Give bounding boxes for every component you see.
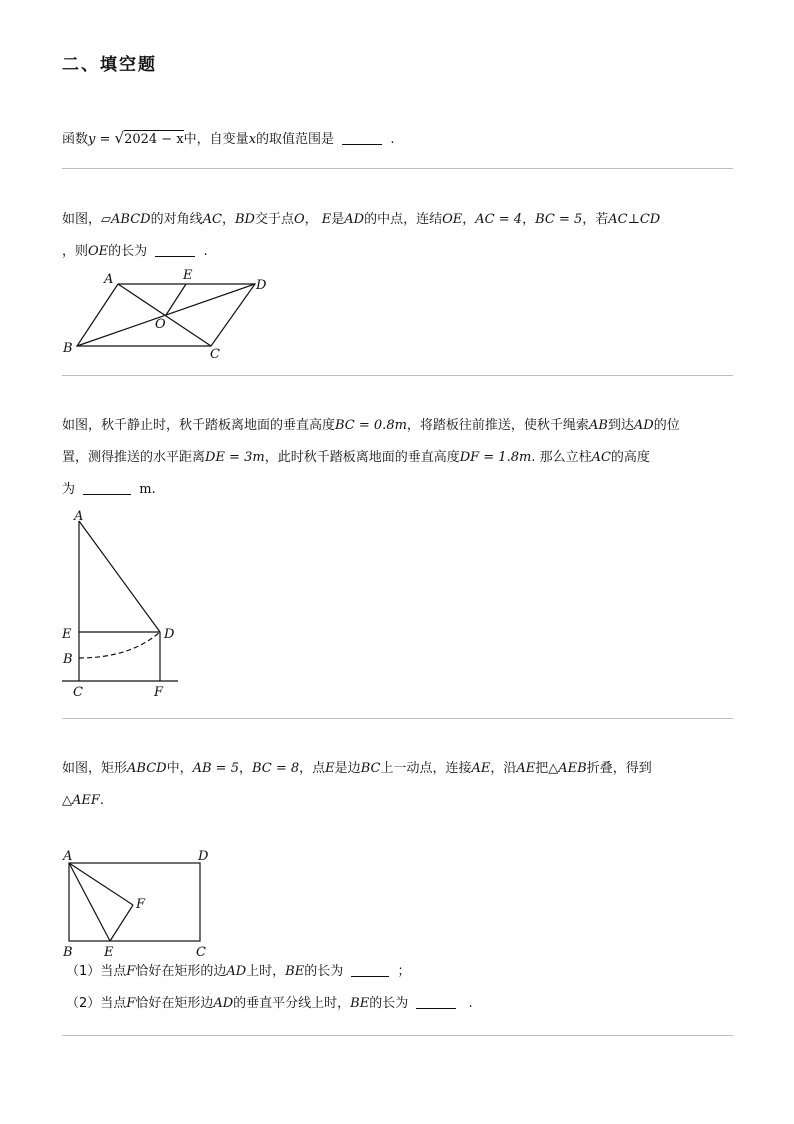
question-2 [62,204,660,268]
q1-text: 的取值范围是 [256,132,335,147]
q2-text: 如图， [62,212,102,227]
q2-math: BC = 5 [535,212,583,227]
divider [62,718,733,719]
q2-text: 交于点 [254,212,294,227]
q4-math: △AEB [548,761,587,776]
q4-sub-text: 恰好在矩形边 [135,996,214,1011]
q2-math: AC⊥CD [608,212,661,227]
q4-math: ABCD [127,761,167,776]
q3-text: 为 [62,482,76,497]
q4-math: E [325,761,335,776]
q3-math: AB [588,418,608,433]
q4-sub-text: （2）当点 [66,996,127,1011]
swing-figure [60,505,190,700]
q2-text: . [203,244,208,259]
q1-equation: y = [88,132,115,147]
sub-question-2 [66,994,473,1014]
q4-math: BC [360,761,381,776]
q3-math: BC = 0.8m [335,418,407,433]
section-title: 二、填空题 [62,55,157,75]
parallelogram-figure [60,262,280,362]
q2-math: O [293,212,305,227]
q4-text: ，沿 [490,761,517,776]
q2-math: OE [88,244,109,259]
q4-sub-math: AD [213,996,234,1011]
q3-text: ，将踏板往前推送，使秋千绳索 [406,418,589,433]
divider [62,1035,733,1036]
q4-text: 中， [166,761,193,776]
rectangle-abcd [69,863,200,941]
q4-sub-math: AD [226,964,247,979]
q2-math: E [321,212,332,227]
q1-text: . [390,132,395,147]
q4-math: AE [516,761,536,776]
q2-text: 是 [331,212,345,227]
label-c: C [196,945,206,960]
q3-text: ，此时秋千踏板离地面的垂直高度 [264,450,460,465]
q2-math: BD [234,212,255,227]
label-a: A [104,272,114,287]
q3-math: AC [591,450,611,465]
divider [62,375,733,376]
label-c: C [73,685,83,700]
q4-math: △AEF [62,793,100,808]
q2-math: AD [344,212,365,227]
divider [62,168,733,169]
q4-sub-text: 上时， [246,964,286,979]
label-e: E [183,268,193,283]
q4-sub-math: F [126,996,136,1011]
q3-text: 到达 [607,418,634,433]
q3-math: DF = 1.8m [459,450,532,465]
question-4 [62,753,652,817]
q2-parallelogram: ▱ABCD [101,212,151,227]
q2-text: ， [221,212,235,227]
q2-text: ， [522,212,536,227]
segment-fe [110,905,133,941]
label-d: D [256,278,267,293]
q2-text: 的长为 [108,244,148,259]
q4-sub-text: （1）当点 [66,964,127,979]
q3-text: 的位 [653,418,680,433]
q4-text: ， [238,761,252,776]
answer-blank[interactable] [83,480,131,495]
q4-text: 折叠，得到 [586,761,652,776]
label-b: B [63,945,73,960]
q4-text: 是边 [334,761,361,776]
q1-radicand: 2024 − x [124,132,184,147]
question-1 [62,122,394,156]
q4-sub-text: 恰好在矩形的边 [135,964,227,979]
label-a: A [74,509,84,524]
q4-sub-math: F [126,964,136,979]
q1-text: 函数 [62,132,89,147]
answer-blank[interactable] [416,994,456,1009]
q4-sub-text: 的垂直平分线上时， [233,996,351,1011]
q4-sub-text: . [468,996,473,1011]
q3-math: DE = 3m [205,450,265,465]
q2-text: ， [304,212,318,227]
label-d: D [198,849,209,864]
q4-sub-text: ； [397,964,411,979]
sqrt-sign: √ [114,129,125,147]
q2-math: AC = 4 [475,212,523,227]
q2-text: ，若 [582,212,609,227]
label-a: A [63,849,73,864]
label-c: C [210,347,220,362]
segment-ae [69,863,110,941]
q3-text: 的高度 [610,450,650,465]
q2-text: 的对角线 [150,212,203,227]
q4-text: ，点 [299,761,326,776]
q4-math: BC = 8 [251,761,300,776]
answer-blank[interactable] [342,130,382,145]
q4-math: AE [471,761,491,776]
label-b: B [63,652,73,667]
label-e: E [62,627,72,642]
rope-ad [79,521,160,632]
q4-text: 把 [535,761,549,776]
q1-text: 中，自变量 [183,132,249,147]
q3-text: 如图，秋千静止时，秋千踏板离地面的垂直高度 [62,418,336,433]
q3-unit: m. [139,482,156,497]
answer-blank[interactable] [351,962,389,977]
q3-text: 置，测得推送的水平距离 [62,450,206,465]
label-f: F [136,897,146,912]
swing-arc [79,632,160,658]
q4-text: 上一动点，连接 [380,761,472,776]
segment-oe [166,284,186,315]
label-d: D [164,627,175,642]
q2-text: ， [462,212,476,227]
segment-af [69,863,133,905]
q2-math: OE [442,212,463,227]
q4-sub-math: BE [350,996,370,1011]
answer-blank[interactable] [155,242,195,257]
q2-text: 的中点，连结 [364,212,443,227]
q3-math: AD [633,418,654,433]
q4-sub-math: BE [285,964,305,979]
sub-question-1 [66,962,411,982]
q3-text: . 那么立柱 [531,450,592,465]
question-3 [62,410,680,506]
label-b: B [63,341,73,356]
label-e: E [104,945,114,960]
label-o: O [155,317,166,332]
q4-text: . [99,793,105,808]
rectangle-figure [60,845,220,960]
q4-math: AB = 5 [192,761,239,776]
q4-sub-text: 的长为 [369,996,409,1011]
q1-variable: x [248,132,257,147]
q2-math: AC [202,212,222,227]
q2-text: ，则 [62,244,89,259]
label-f: F [154,685,164,700]
q4-text: 如图，矩形 [62,761,128,776]
q4-sub-text: 的长为 [304,964,344,979]
